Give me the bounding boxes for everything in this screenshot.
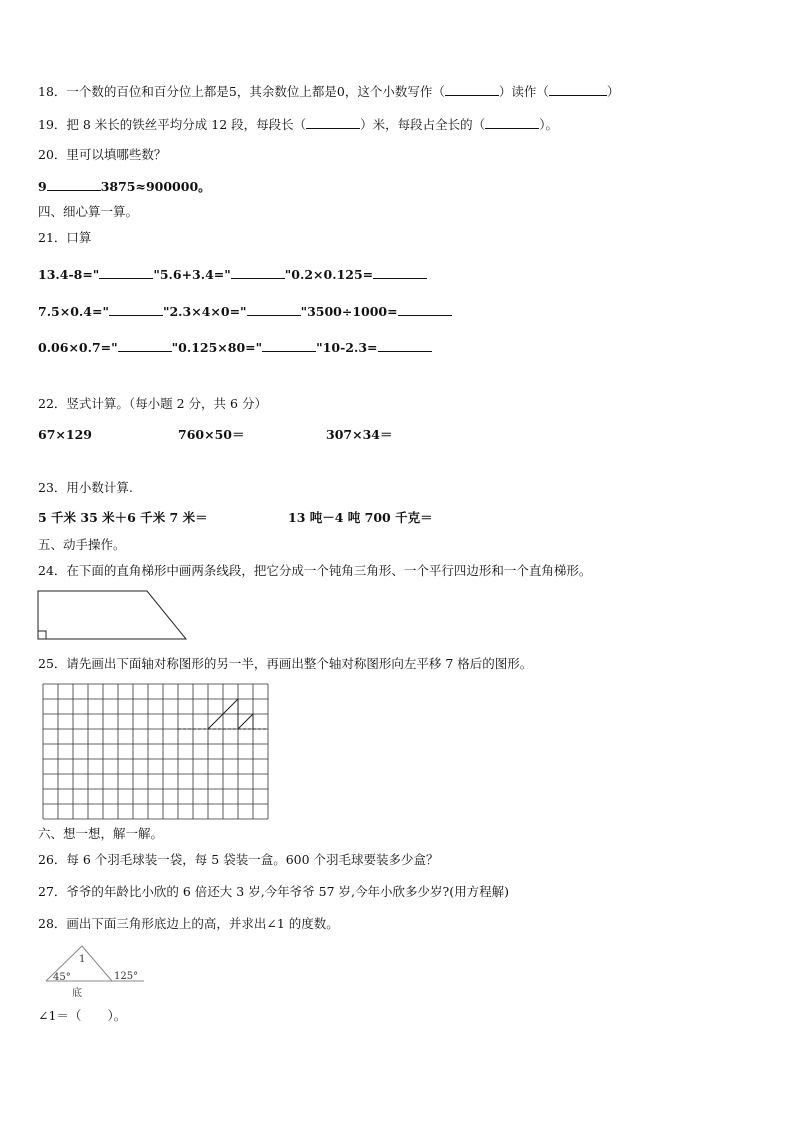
base-label: 底 (72, 988, 82, 999)
section-4-heading: 四、细心算一算。 (38, 204, 139, 219)
answer-blank[interactable] (445, 83, 499, 96)
question-18: 18．一个数的百位和百分位上都是5，其余数位上都是0，这个小数写作（ ）读作（ ） (38, 84, 620, 99)
half-shape-2 (238, 714, 253, 729)
answer-blank[interactable] (247, 303, 301, 316)
answer-blank[interactable] (118, 339, 172, 352)
decimal-calc-2: 13 吨－4 吨 700 千克＝ (288, 510, 433, 525)
question-22: 22．竖式计算。（每小题 2 分，共 6 分） (38, 396, 267, 411)
angle-1-label: 1 (79, 954, 86, 965)
section-5-heading: 五、动手操作。 (38, 537, 126, 552)
angle-125-label: 125° (114, 971, 139, 982)
answer-blank[interactable] (109, 303, 163, 316)
question-19: 19．把 8 米长的铁丝平均分成 12 段，每段长（ ）米，每段占全长的（ ）。 (38, 117, 558, 132)
grid-lines (43, 684, 268, 819)
oral-calc-row-1: 13.4-8=" "5.6+3.4=" "0.2×0.125= (38, 266, 427, 283)
answer-blank[interactable] (262, 339, 316, 352)
vertical-calc-2: 760×50＝ (178, 427, 245, 442)
angle-45-label: 45° (53, 972, 71, 983)
oral-calc-row-3: 0.06×0.7=" "0.125×80=" "10-2.3= (38, 339, 432, 356)
section-6-heading: 六、想一想，解一解。 (38, 826, 164, 841)
question-24: 24．在下面的直角梯形中画两条线段，把它分成一个钝角三角形、一个平行四边形和一个直角梯形。 (38, 563, 592, 578)
answer-blank[interactable] (231, 266, 285, 279)
question-27: 27．爷爷的年龄比小欣的 6 倍还大 3 岁,今年爷爷 57 岁,今年小欣多少岁?(用方程解) (38, 884, 509, 899)
question-20: 20．里可以填哪些数？ (38, 147, 167, 162)
question-26: 26．每 6 个羽毛球装一袋，每 5 袋装一盒。600 个羽毛球要装多少盒？ (38, 852, 439, 867)
question-25: 25．请先画出下面轴对称图形的另一半，再画出整个轴对称图形向左平移 7 格后的图形。 (38, 656, 533, 671)
answer-blank[interactable] (99, 266, 153, 279)
answer-blank[interactable] (549, 83, 607, 96)
answer-blank[interactable] (47, 178, 101, 191)
answer-blank[interactable] (378, 339, 432, 352)
vertical-calc-3: 307×34＝ (326, 427, 393, 442)
decimal-calc-1: 5 千米 35 米＋6 千米 7 米＝ (38, 510, 208, 525)
answer-blank[interactable] (398, 303, 452, 316)
question-23: 23．用小数计算. (38, 480, 133, 495)
question-28: 28．画出下面三角形底边上的高，并求出∠1 的度数。 (38, 916, 339, 931)
oral-calc-row-2: 7.5×0.4=" "2.3×4×0=" "3500÷1000= (38, 303, 452, 320)
square-grid[interactable] (40, 682, 270, 820)
right-angle-mark (38, 631, 46, 639)
triangle-figure[interactable] (40, 943, 150, 1001)
question-20-expression: 9 3875≈900000。 (38, 179, 211, 194)
right-trapezoid-figure[interactable] (36, 588, 190, 642)
answer-blank[interactable] (485, 116, 539, 129)
answer-blank[interactable] (306, 116, 360, 129)
trapezoid-shape (38, 591, 186, 639)
vertical-calc-1: 67×129 (38, 427, 92, 442)
answer-blank[interactable] (373, 266, 427, 279)
question-28-answer: ∠1＝（ ）。 (38, 1008, 127, 1023)
question-21: 21．口算 (38, 230, 92, 245)
